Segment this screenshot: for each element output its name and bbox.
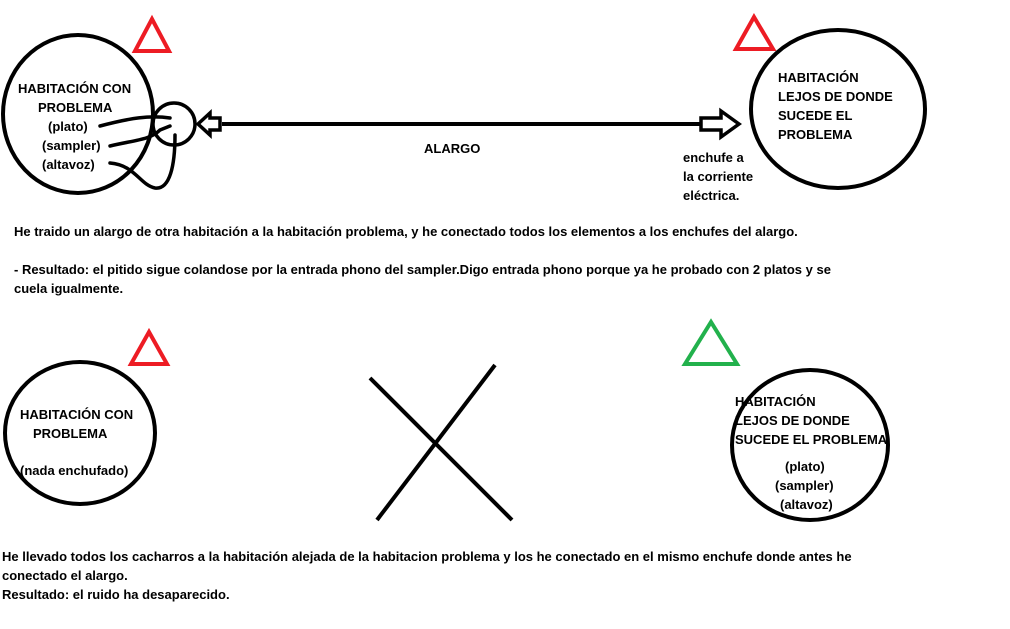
cable-plato (100, 117, 170, 126)
far-room-title-1: HABITACIÓN (735, 394, 816, 409)
scene1-result-1: - Resultado: el pitido sigue colandose por la entrada phono del sampler.Digo entrada phono porque ya he probado con 2 platos y se (14, 262, 831, 277)
item-altavoz: (altavoz) (780, 497, 833, 512)
item-plato: (plato) (48, 119, 88, 134)
problem-room-title-2: PROBLEMA (33, 426, 108, 441)
scene1-description: He traido un alargo de otra habitación a la habitación problema, y he conectado todos los elementos a los enchufes del alargo. (14, 224, 798, 239)
warning-triangle-icon (135, 19, 169, 51)
scene1-result-2: cuela igualmente. (14, 281, 124, 296)
ok-triangle-icon (685, 322, 737, 364)
nothing-plugged-note: (nada enchufado) (20, 463, 129, 478)
scene2-description-2: conectado el alargo. (2, 568, 128, 583)
arrow-right-icon (701, 111, 739, 137)
scene-2 (2, 322, 888, 602)
cable-sampler (110, 126, 170, 146)
far-room-title-2: LEJOS DE DONDE (778, 89, 893, 104)
item-sampler: (sampler) (42, 138, 101, 153)
scene-1 (3, 17, 925, 296)
scene2-description-1: He llevado todos los cacharros a la habitación alejada de la habitacion problema y los he conectado en el mismo enchufe donde antes he (2, 549, 852, 564)
problem-room-title-1: HABITACIÓN CON (18, 81, 132, 96)
far-room-title-3: SUCEDE EL (778, 108, 853, 123)
cable-label: ALARGO (424, 141, 481, 156)
far-room-title-1: HABITACIÓN (778, 70, 859, 85)
warning-triangle-icon (736, 17, 773, 49)
problem-room-title-1: HABITACIÓN CON (20, 407, 134, 422)
warning-triangle-icon (131, 332, 167, 364)
far-room-title-3: SUCEDE EL PROBLEMA (735, 432, 888, 447)
arrow-left-icon (198, 113, 220, 135)
far-room-title-4: PROBLEMA (778, 127, 853, 142)
cross-mark-icon (377, 365, 495, 520)
item-plato: (plato) (785, 459, 825, 474)
item-sampler: (sampler) (775, 478, 834, 493)
outlet-note-2: la corriente (683, 169, 754, 184)
item-altavoz: (altavoz) (42, 157, 95, 172)
problem-room-title-2: PROBLEMA (38, 100, 113, 115)
scene2-result: Resultado: el ruido ha desaparecido. (2, 587, 230, 602)
far-room-title-2: LEJOS DE DONDE (735, 413, 850, 428)
outlet-note-3: eléctrica. (683, 188, 740, 203)
outlet-note-1: enchufe a (683, 150, 744, 165)
